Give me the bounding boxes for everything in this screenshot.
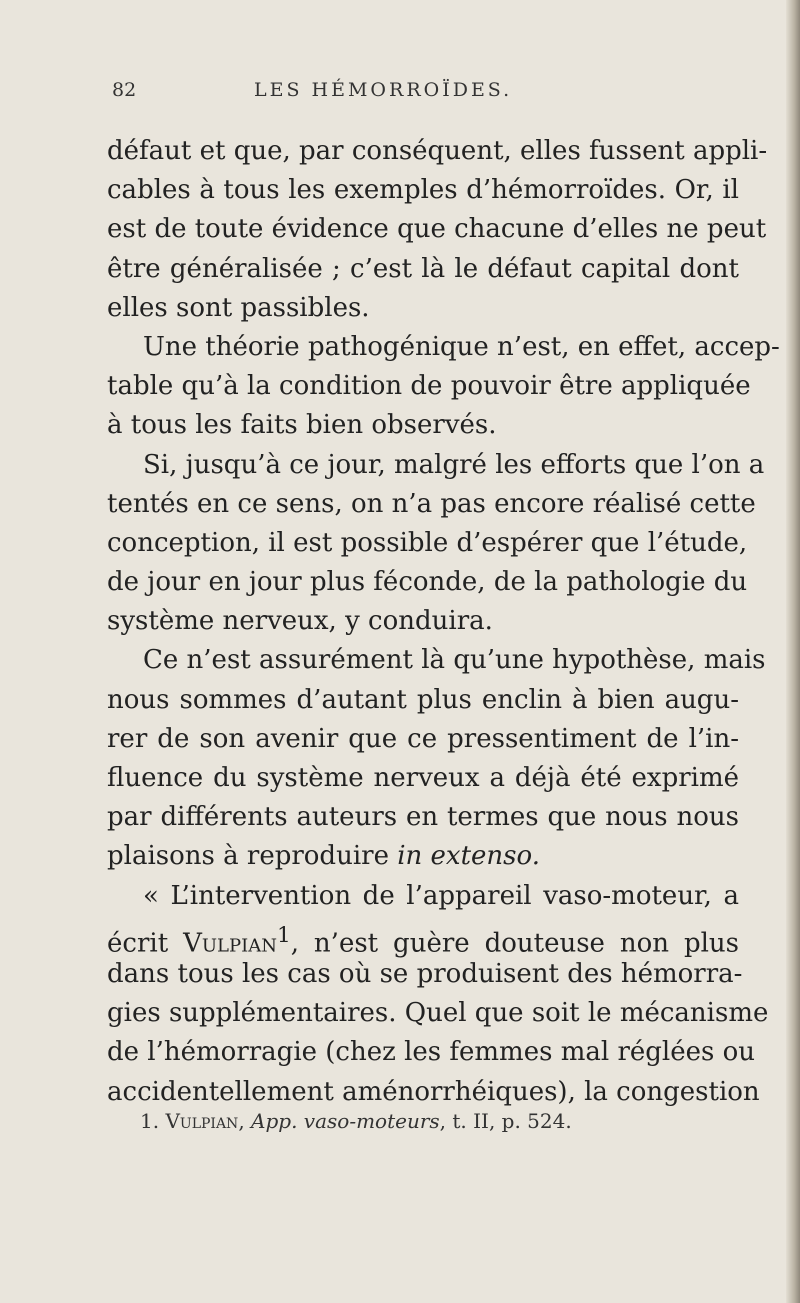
text-line: par différents auteurs en termes que nous nous [107,802,739,833]
text-span: plaisons à reproduire [107,841,389,872]
text-line: accidentellement aménorrhéiques), la congestion [107,1076,760,1107]
text-line: de l’hémorragie (chez les femmes mal réglées ou [107,1037,755,1068]
text-line: est de toute évidence que chacune d’elles ne peut [107,214,767,245]
body-text [107,132,780,1112]
footnote: 1. Vulpian, App. vaso-moteurs, t. II, p. 524. [140,1109,572,1133]
running-title: LES HÉMORROÏDES. [254,79,513,101]
text-line: être généralisée ; c’est là le défaut capital dont [107,253,739,284]
text-line: « L’intervention de l’appareil vaso-moteur, a [143,880,739,911]
footnote-number: 1. [140,1109,160,1133]
text-line: à tous les faits bien observés. [107,410,497,441]
text-span: , n’est guère douteuse non plus [290,928,739,959]
text-line: conception, il est possible d’espérer que l’étude, [107,527,748,558]
footnote-reference: , t. II, p. 524. [439,1109,572,1133]
italic-phrase: in extenso. [397,841,540,872]
text-line: de jour en jour plus féconde, de la pathologie du [107,567,748,598]
page-number: 82 [112,79,137,101]
text-line: défaut et que, par conséquent, elles fussent appli- [107,136,768,166]
text-line: Si, jusqu’à ce jour, malgré les efforts que l’on a [143,449,765,480]
text-line [107,916,739,959]
text-line: gies supplémentaires. Quel que soit le mécanisme [107,998,769,1029]
text-line: fluence du système nerveux a déjà été exprimé [107,763,739,793]
page-header [112,79,740,105]
text-span: écrit [107,928,169,959]
text-line: système nerveux, y conduira. [107,606,493,637]
text-line: cables à tous les exemples d’hémorroïdes. Or, il [107,175,739,206]
author-name: Vulpian [183,928,277,959]
text-line: nous sommes d’autant plus enclin à bien augu- [107,684,739,715]
footnote-marker: 1 [276,922,291,948]
text-line: Ce n’est assurément là qu’une hypothèse, mais [143,645,766,676]
text-line: dans tous les cas où se produisent des hémorra- [107,958,743,989]
text-line: tentés en ce sens, on n’a pas encore réalisé cette [107,488,756,519]
text-line: table qu’à la condition de pouvoir être appliquée [107,371,751,402]
text-line [107,837,739,876]
text-line: elles sont passibles. [107,292,370,323]
text-line: rer de son avenir que ce pressentiment de l’in- [107,723,739,754]
page-edge [786,0,800,1303]
footnote-title: App. vaso-moteurs [251,1109,440,1133]
footnote-author: Vulpian [165,1109,239,1133]
text-line: Une théorie pathogénique n’est, en effet, accep- [143,331,780,362]
